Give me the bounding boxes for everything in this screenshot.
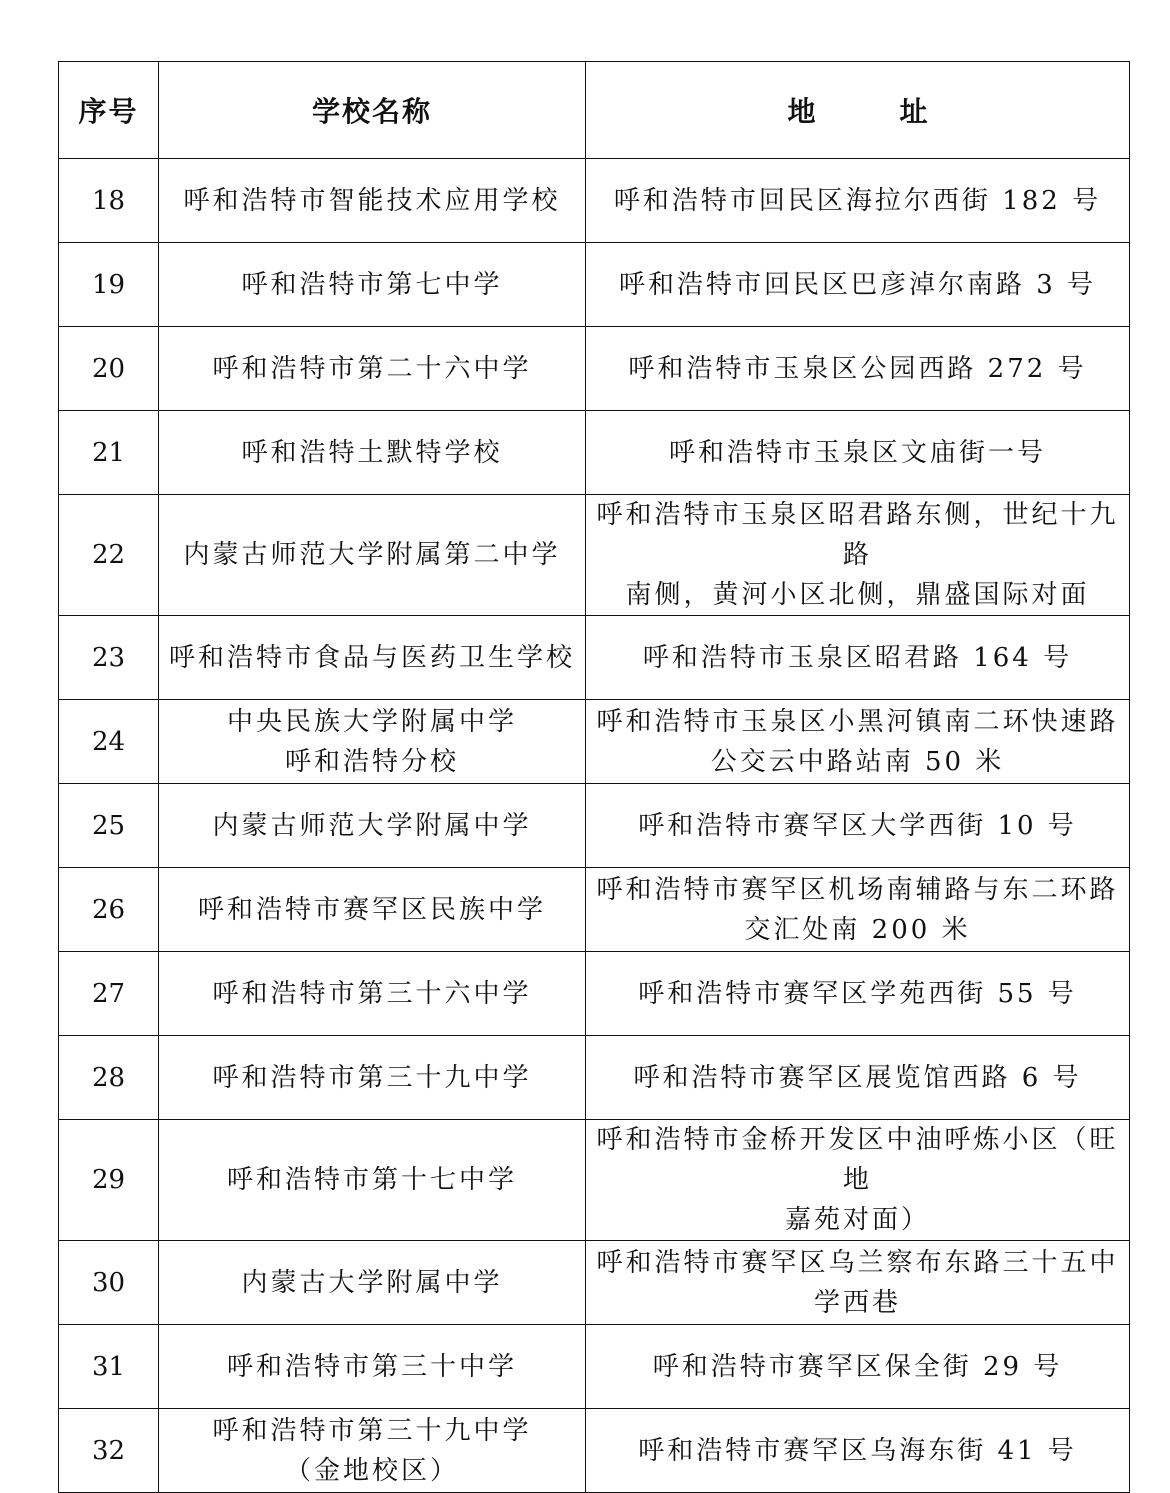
address-line: 学西巷 [813,1287,901,1318]
cell-school-name [159,1120,586,1241]
table-row [59,868,1130,952]
school-name-line: 呼和浩特市第十七中学 [226,1165,517,1195]
cell-address [586,1409,1130,1493]
table-row [59,1241,1130,1325]
cell-address [586,1325,1130,1409]
school-name-line: （金地校区） [284,1455,459,1486]
cell-address [586,1036,1130,1120]
cell-serial-number: 22 [59,495,159,616]
school-name-line: 呼和浩特土默特学校 [241,437,503,468]
table-row [59,1325,1130,1409]
school-name-line: 呼和浩特分校 [284,746,459,777]
school-name-line: 内蒙古师范大学附属中学 [212,810,532,841]
table-row [59,1409,1130,1493]
cell-school-name [159,243,586,327]
school-name-line: 呼和浩特市第二十六中学 [212,353,532,384]
table-header [59,62,1130,159]
address-line: 呼和浩特市赛罕区大学西街 10 号 [638,810,1077,841]
school-name-line: 内蒙古大学附属中学 [241,1267,503,1298]
table-row [59,616,1130,700]
address-line: 呼和浩特市玉泉区文庙街一号 [668,437,1046,468]
address-line: 呼和浩特市赛罕区学苑西街 55 号 [638,978,1077,1009]
address-line: 南侧，黄河小区北侧，鼎盛国际对面 [625,580,1090,610]
table-row [59,1120,1130,1241]
cell-school-name [159,327,586,411]
address-line: 交汇处南 200 米 [744,914,971,945]
address-line: 呼和浩特市玉泉区昭君路东侧，世纪十九路 [596,500,1119,570]
cell-school-name [159,159,586,243]
school-name-line: 呼和浩特市智能技术应用学校 [183,185,561,216]
address-line: 呼和浩特市回民区海拉尔西街 182 号 [613,185,1102,216]
table-row [59,952,1130,1036]
cell-school-name [159,700,586,784]
cell-school-name [159,868,586,952]
address-line: 呼和浩特市金桥开发区中油呼炼小区（旺地 [596,1125,1119,1195]
cell-serial-number: 18 [59,159,159,243]
cell-serial-number: 32 [59,1409,159,1493]
school-table [58,61,1130,1493]
cell-address [586,952,1130,1036]
school-name-line: 呼和浩特市第三十六中学 [212,978,532,1009]
table-row [59,159,1130,243]
cell-school-name [159,1241,586,1325]
school-name-line: 呼和浩特市第三十九中学 [212,1415,532,1446]
cell-school-name [159,784,586,868]
school-name-line: 呼和浩特市食品与医药卫生学校 [168,642,575,673]
cell-address [586,1241,1130,1325]
address-line: 呼和浩特市回民区巴彦淖尔南路 3 号 [618,269,1097,300]
cell-school-name [159,1036,586,1120]
cell-address [586,868,1130,952]
cell-address [586,159,1130,243]
cell-serial-number: 25 [59,784,159,868]
cell-school-name [159,411,586,495]
cell-address [586,616,1130,700]
cell-serial-number: 20 [59,327,159,411]
table-row [59,243,1130,327]
cell-address [586,700,1130,784]
school-name-line: 呼和浩特市赛罕区民族中学 [197,894,546,925]
table-row [59,700,1130,784]
cell-serial-number: 24 [59,700,159,784]
school-name-line: 呼和浩特市第三十中学 [226,1351,517,1382]
cell-school-name [159,1325,586,1409]
cell-address [586,495,1130,616]
cell-serial-number: 26 [59,868,159,952]
header-row [59,62,1130,159]
cell-serial-number: 27 [59,952,159,1036]
cell-address [586,784,1130,868]
address-line: 呼和浩特市赛罕区保全街 29 号 [652,1351,1063,1382]
header-serial-number: 序号 [59,62,159,159]
cell-address [586,1120,1130,1241]
table-row [59,784,1130,868]
school-name-line: 内蒙古师范大学附属第二中学 [183,540,561,570]
table-row [59,327,1130,411]
cell-address [586,327,1130,411]
cell-serial-number: 23 [59,616,159,700]
cell-address [586,411,1130,495]
cell-school-name [159,495,586,616]
table-row [59,495,1130,616]
table-row [59,411,1130,495]
cell-serial-number: 30 [59,1241,159,1325]
address-line: 呼和浩特市赛罕区机场南辅路与东二环路 [596,874,1119,905]
table-row [59,1036,1130,1120]
school-name-line: 中央民族大学附属中学 [226,706,517,737]
address-line: 嘉苑对面） [784,1205,930,1235]
cell-serial-number: 21 [59,411,159,495]
cell-serial-number: 31 [59,1325,159,1409]
address-line: 公交云中路站南 50 米 [710,746,1005,777]
school-name-line: 呼和浩特市第三十九中学 [212,1062,532,1093]
address-line: 呼和浩特市玉泉区公园西路 272 号 [628,353,1087,384]
cell-address [586,243,1130,327]
address-line: 呼和浩特市玉泉区昭君路 164 号 [642,642,1073,673]
school-name-line: 呼和浩特市第七中学 [241,269,503,300]
header-address: 地 址 [586,62,1130,159]
header-school-name: 学校名称 [159,62,586,159]
address-line: 呼和浩特市赛罕区乌兰察布东路三十五中 [596,1247,1119,1278]
cell-serial-number: 28 [59,1036,159,1120]
cell-school-name [159,616,586,700]
table-body [59,159,1130,1493]
address-line: 呼和浩特市赛罕区展览馆西路 6 号 [633,1062,1082,1093]
cell-school-name [159,1409,586,1493]
address-line: 呼和浩特市玉泉区小黑河镇南二环快速路 [596,706,1119,737]
cell-serial-number: 19 [59,243,159,327]
cell-school-name [159,952,586,1036]
cell-serial-number: 29 [59,1120,159,1241]
address-line: 呼和浩特市赛罕区乌海东街 41 号 [638,1435,1077,1466]
